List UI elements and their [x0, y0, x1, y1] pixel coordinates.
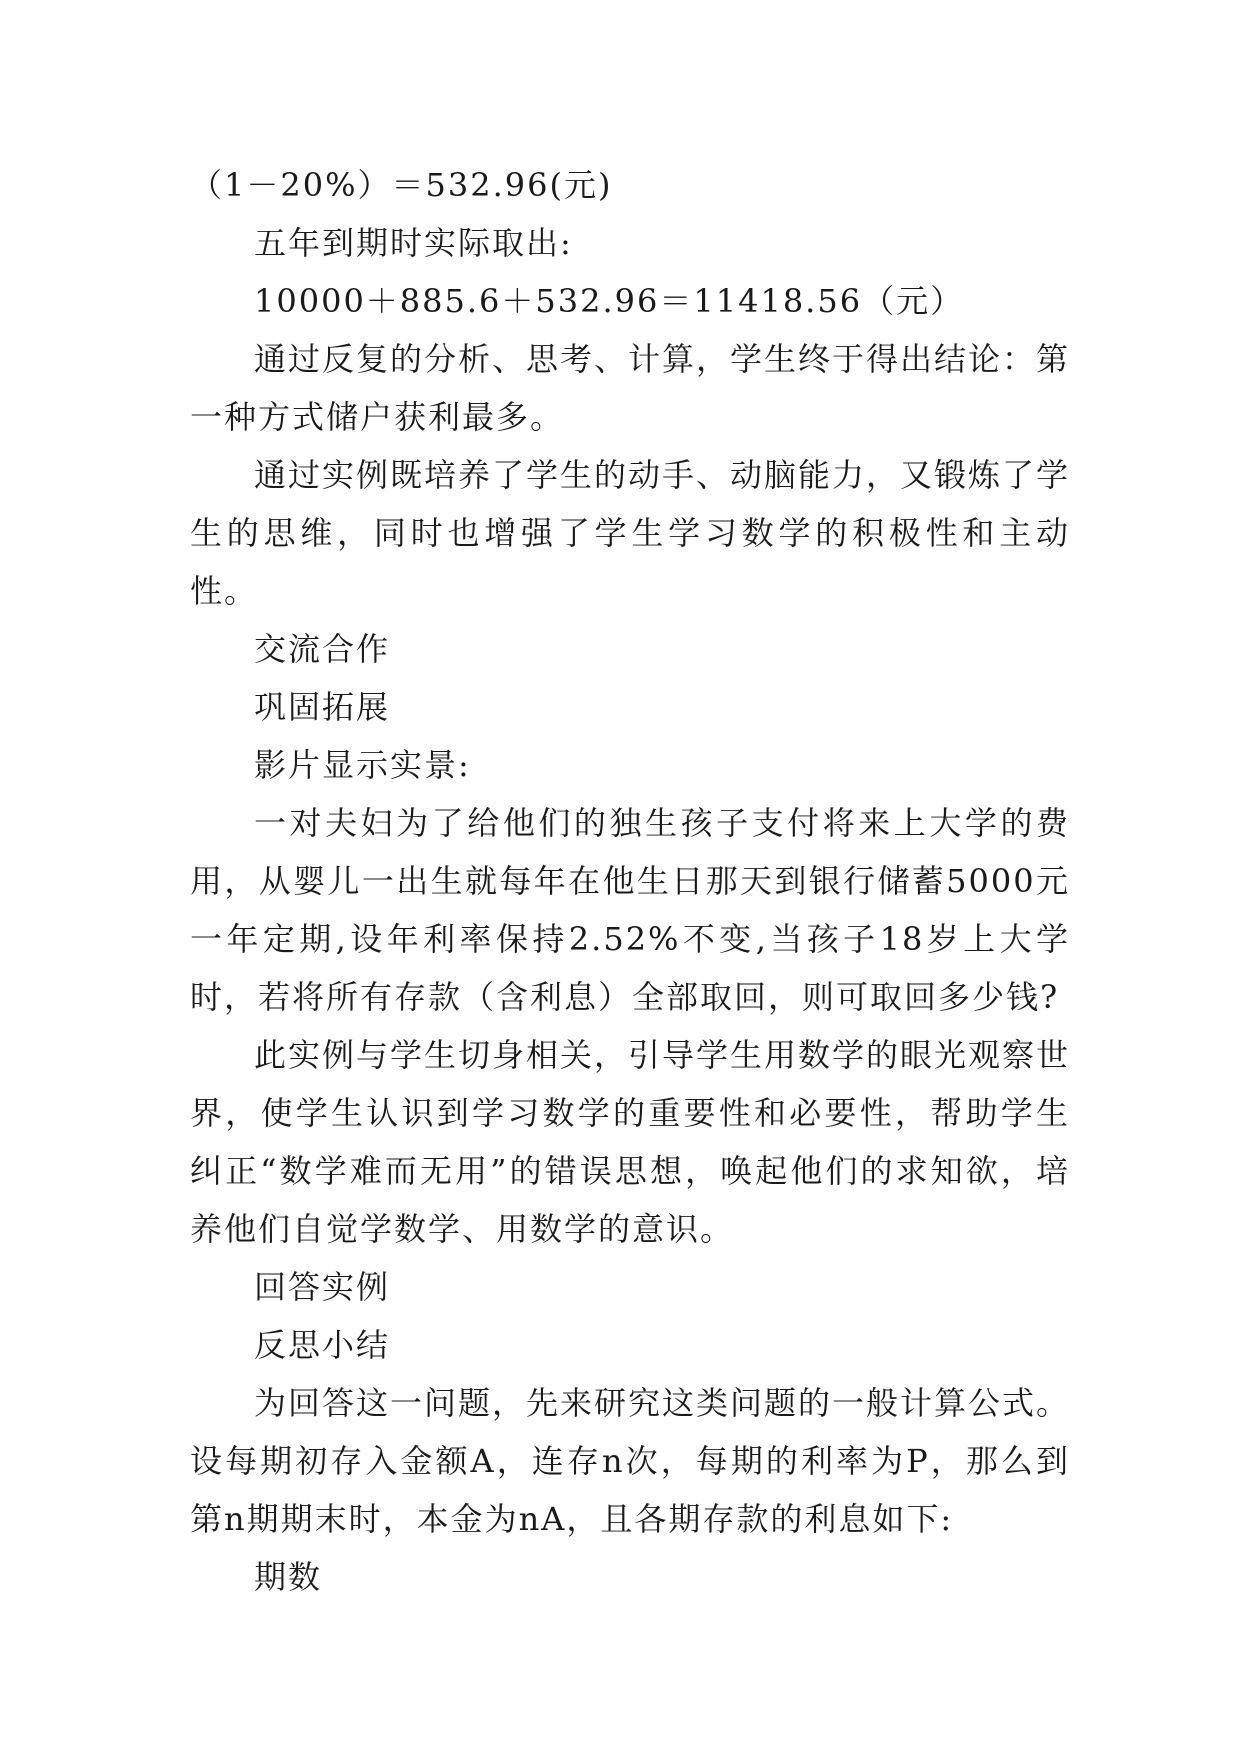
paragraph-five-year-withdrawal: 五年到期时实际取出:	[254, 224, 573, 262]
paragraph-formula-result: （1－20%）＝532.96(元)	[190, 166, 613, 204]
section-heading-answer: 回答实例	[254, 1268, 391, 1306]
paragraph-example-relevance: 此实例与学生切身相关，引导学生用数学的眼光观察世界，使学生认识到学习数学的重要性和必要性，帮助学生纠正“数学难而无用”的错误思想，唤起他们的求知欲，培养他们自觉学数学、用数学的意识。	[190, 1036, 1071, 1248]
paragraph-general-formula: 为回答这一问题，先来研究这类问题的一般计算公式。设每期初存入金额A，连存n次，每期的利率为P，那么到第n期期末时，本金为nA，且各期存款的利息如下:	[190, 1384, 1071, 1538]
paragraph-example-benefit: 通过实例既培养了学生的动手、动脑能力，又锻炼了学生的思维，同时也增强了学生学习数学的积极性和主动性。	[190, 456, 1071, 610]
paragraph-conclusion: 通过反复的分析、思考、计算，学生终于得出结论：第一种方式储户获利最多。	[190, 340, 1071, 436]
document-body	[190, 156, 1070, 1606]
paragraph-film-scene: 影片显示实景:	[254, 746, 471, 784]
section-heading-exchange: 交流合作	[254, 630, 391, 668]
paragraph-savings-problem: 一对夫妇为了给他们的独生孩子支付将来上大学的费用，从婴儿一出生就每年在他生日那天到银行储蓄5000元一年定期,设年利率保持2.52%不变,当孩子18岁上大学时，若将所有存款（含利息）全部取回，则可取回多少钱?	[190, 804, 1070, 1016]
section-heading-consolidate: 巩固拓展	[254, 688, 391, 726]
paragraph-period-label: 期数	[254, 1558, 323, 1596]
section-heading-reflection: 反思小结	[254, 1326, 391, 1364]
paragraph-total-formula: 10000＋885.6＋532.96＝11418.56（元）	[254, 282, 965, 320]
